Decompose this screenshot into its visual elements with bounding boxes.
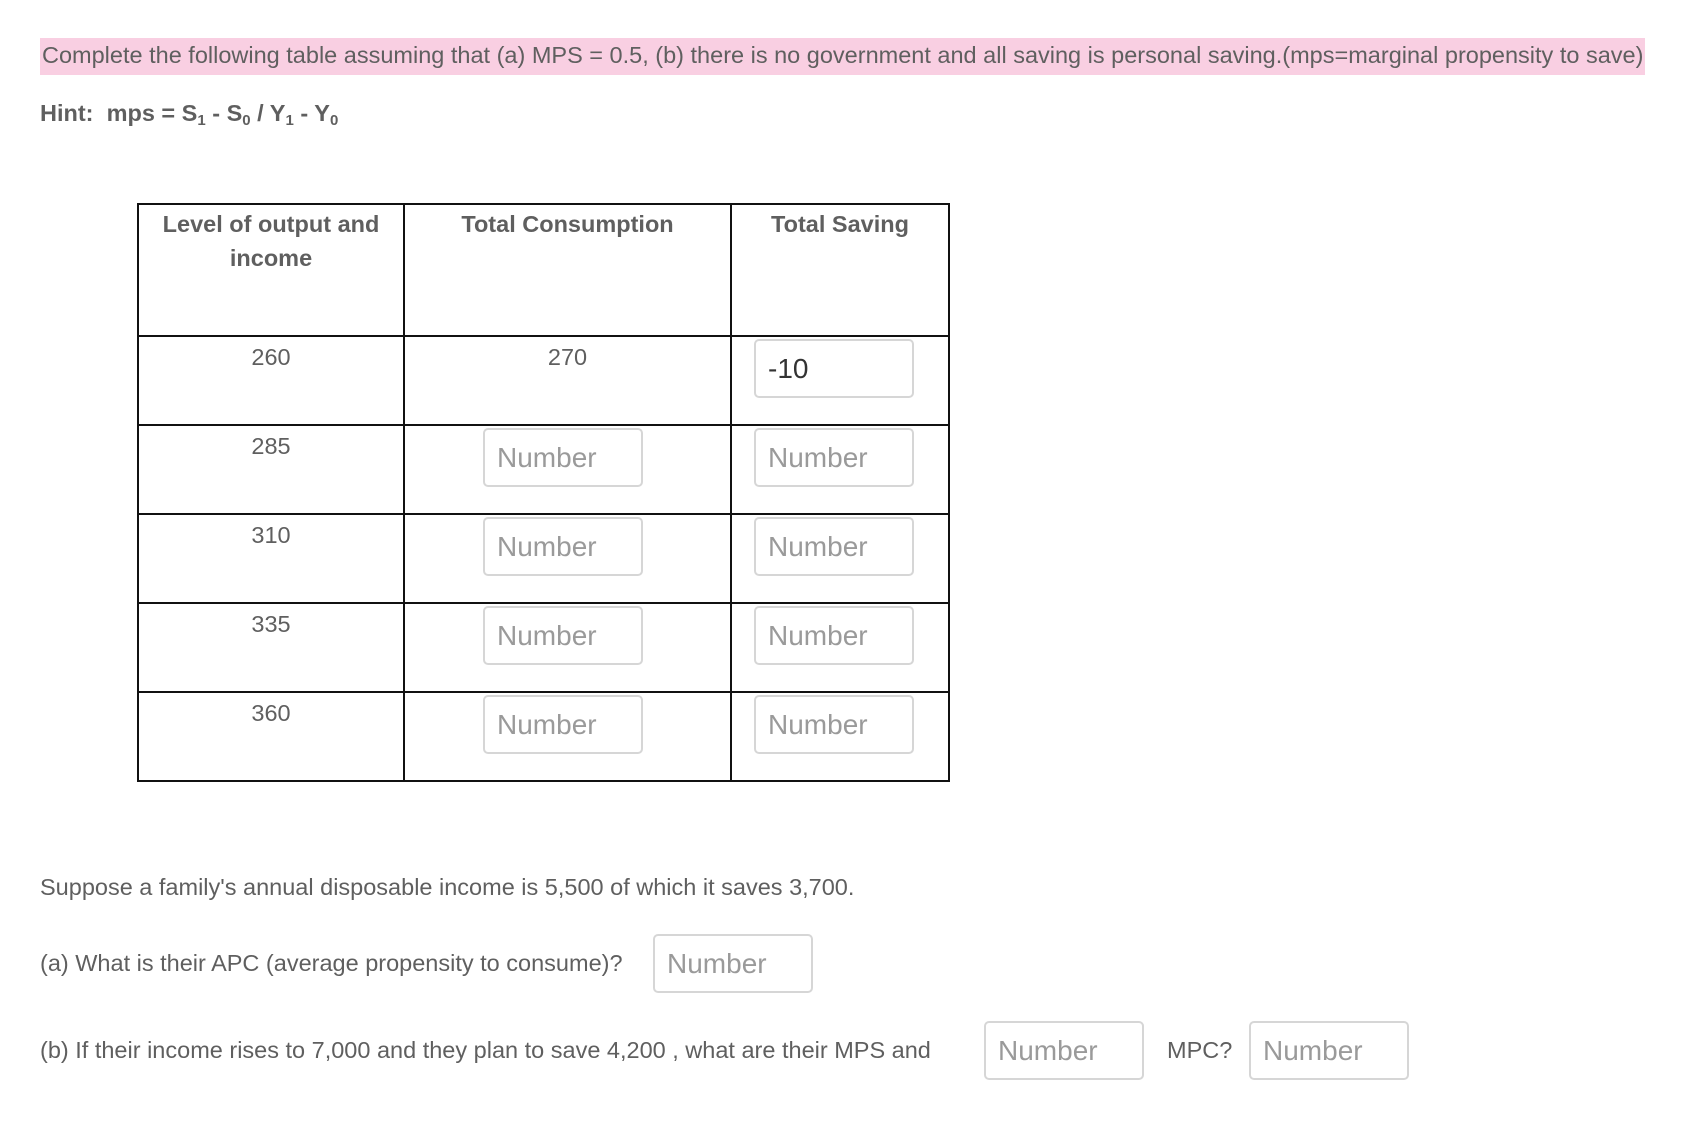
saving-input[interactable] [754, 695, 914, 754]
table-header-row [138, 204, 949, 336]
saving-cell [731, 425, 949, 514]
hint-slash-y: / Y [250, 100, 286, 126]
header-output-income: Level of output and income [138, 204, 404, 336]
mpc-input[interactable] [1249, 1021, 1409, 1080]
header-total-saving: Total Saving [731, 204, 949, 336]
output-value: 260 [251, 344, 291, 370]
consumption-input[interactable] [483, 606, 643, 665]
hint-minus-s: - S [205, 100, 243, 126]
output-value: 335 [251, 611, 291, 637]
mpc-label: MPC? [1167, 1037, 1233, 1063]
output-cell [138, 514, 404, 603]
saving-cell [731, 514, 949, 603]
output-cell [138, 425, 404, 514]
saving-cell [731, 603, 949, 692]
question-b-text: (b) If their income rises to 7,000 and they plan to save 4,200 , what are their MPS and [40, 1037, 931, 1063]
table-row [138, 603, 949, 692]
output-value: 285 [251, 433, 291, 459]
saving-input[interactable] [754, 606, 914, 665]
consumption-value: 270 [547, 344, 588, 370]
table-row [138, 425, 949, 514]
output-cell [138, 603, 404, 692]
table-row [138, 336, 949, 425]
question-a-text: (a) What is their APC (average propensity to consume)? [40, 950, 623, 976]
question-prompt: Complete the following table assuming that (a) MPS = 0.5, (b) there is no government and all saving is personal saving.(mps=marginal propensity to save) [40, 38, 1645, 75]
apc-input[interactable] [653, 934, 813, 993]
saving-input[interactable] [754, 517, 914, 576]
saving-input[interactable] [754, 339, 914, 398]
consumption-input[interactable] [483, 428, 643, 487]
hint-minus-y: - Y [293, 100, 330, 126]
consumption-cell [404, 336, 731, 425]
hint-sub-y1: 1 [285, 112, 294, 129]
table-row [138, 514, 949, 603]
table-row [138, 692, 949, 781]
consumption-saving-table [137, 203, 950, 782]
saving-cell [731, 692, 949, 781]
hint-sub-s0: 0 [242, 112, 251, 129]
output-value: 360 [251, 700, 291, 726]
saving-cell [731, 336, 949, 425]
output-cell [138, 692, 404, 781]
header-total-consumption: Total Consumption [404, 204, 731, 336]
consumption-cell [404, 514, 731, 603]
output-cell [138, 336, 404, 425]
hint-formula [40, 100, 338, 129]
hint-sub-y0: 0 [329, 112, 339, 129]
consumption-cell [404, 425, 731, 514]
consumption-input[interactable] [483, 695, 643, 754]
hint-label: Hint: [40, 100, 94, 126]
question-intro: Suppose a family's annual disposable income is 5,500 of which it saves 3,700. [40, 874, 855, 900]
output-value: 310 [251, 522, 291, 548]
consumption-input[interactable] [483, 517, 643, 576]
hint-lhs: mps = S [106, 100, 198, 126]
mps-input[interactable] [984, 1021, 1144, 1080]
consumption-cell [404, 692, 731, 781]
hint-sub-s1: 1 [197, 112, 206, 129]
saving-input[interactable] [754, 428, 914, 487]
consumption-cell [404, 603, 731, 692]
